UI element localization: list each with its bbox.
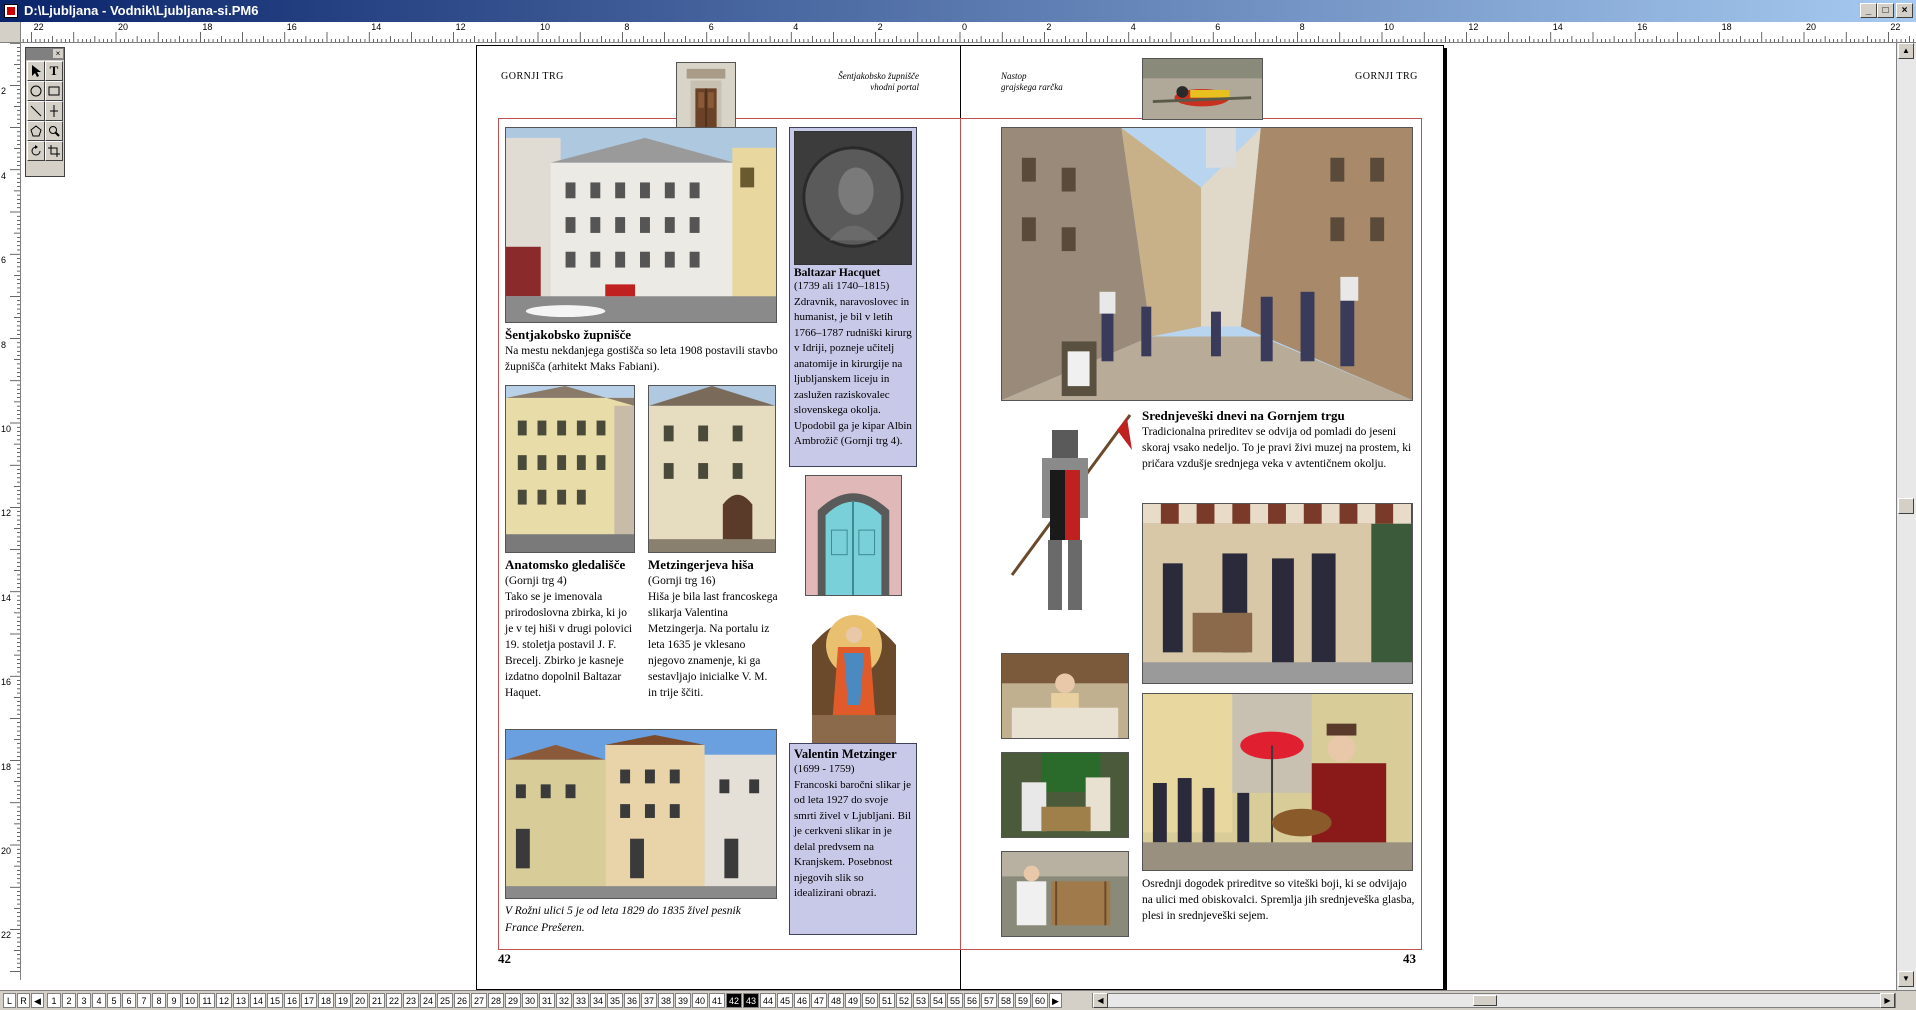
page-tab-11[interactable]: 11 [199,993,215,1008]
vertical-scroll-thumb[interactable] [1898,498,1914,514]
ruler-label: 2 [1046,22,1052,32]
page-tab-33[interactable]: 33 [573,993,589,1008]
ruler-corner[interactable] [0,22,21,43]
vertical-scrollbar[interactable] [1896,43,1916,990]
text-tool[interactable] [45,61,63,81]
ruler-label: 20 [1806,22,1817,32]
text-t-icon: T [49,63,59,78]
ruler-label: 22 [1890,22,1901,32]
app-icon[interactable] [4,4,18,18]
page-tab-23[interactable]: 23 [403,993,419,1008]
ruler-label: 12 [455,22,466,32]
zupnisce-title: Šentjakobsko župnišče [505,327,632,342]
madonna-painting-image [810,605,898,747]
metzingerjeva-article [648,557,778,701]
master-page-tab-r[interactable]: R [17,993,30,1008]
page-tab-54[interactable]: 54 [930,993,946,1008]
maximize-button[interactable]: □ [1877,3,1894,18]
hacquet-relief-image [795,132,911,264]
diagonal-line-icon [30,105,42,117]
ruler-label: 16 [1,677,12,688]
hacquet-box[interactable] [789,127,917,467]
page-tab-17[interactable]: 17 [301,993,317,1008]
page-tab-20[interactable]: 20 [352,993,368,1008]
arrow-right-icon: ▶ [1884,996,1891,1005]
hacquet-text: Zdravnik, naravoslovec in humanist, je bil v letih 1766–1787 rudniški kirurg v Idriji, pozneje učitelj anatomije in kirurgije na ljubljanskem liceju in zaslužen raziskovalec slovenskega okolja. Upodobil ga je kipar Albin Ambrožič (Gornji trg 4). [794,295,912,447]
ruler-label: 8 [1,339,7,350]
page-tab-14[interactable]: 14 [250,993,266,1008]
horizontal-scroll-thumb[interactable] [1473,995,1497,1006]
left-running-head: GORNJI TRG [501,71,564,82]
anatomsko-article [505,557,635,701]
page-tab-19[interactable]: 19 [335,993,351,1008]
page-tab-48[interactable]: 48 [828,993,844,1008]
metzinger-box[interactable] [789,743,917,935]
rozna-ulica-caption: V Rožni ulici 5 je od leta 1829 do 1835 živel pesnik France Prešeren. [505,905,741,934]
page-tab-28[interactable]: 28 [488,993,504,1008]
page-tab-56[interactable]: 56 [964,993,980,1008]
ruler-label: 10 [1384,22,1395,32]
page-tab-39[interactable]: 39 [675,993,691,1008]
page-tab-10[interactable]: 10 [182,993,198,1008]
left-header-caption-line1: Šentjakobsko župnišče [838,71,919,81]
page-tab-36[interactable]: 36 [624,993,640,1008]
hacquet-years: (1739 ali 1740–1815) [794,280,890,292]
ruler-label: 6 [1215,22,1221,32]
page-tab-41[interactable]: 41 [709,993,725,1008]
jester-photo[interactable] [1142,58,1263,120]
anatomsko-title: Anatomsko gledališče [505,557,626,572]
zupnisce-article [505,327,783,375]
page-tab-5[interactable]: 5 [107,993,121,1008]
metzinger-years: (1699 - 1759) [794,763,855,775]
master-page-tab-l[interactable]: L [3,993,16,1008]
page-tab-40[interactable]: 40 [692,993,708,1008]
ruler-label: 12 [1,508,12,519]
page-tab-58[interactable]: 58 [998,993,1014,1008]
zoom-tool[interactable] [45,121,63,141]
horizontal-scrollbar[interactable] [1092,993,1896,1008]
minimize-button[interactable]: _ [1860,3,1877,18]
magnifier-icon [48,125,60,137]
arrow-pointer-icon [31,65,41,77]
knight-photo[interactable] [1002,410,1136,620]
craftsmen-photo[interactable] [1001,752,1129,838]
page-tab-12[interactable]: 12 [216,993,232,1008]
page-tab-60[interactable]: 60 [1032,993,1048,1008]
page-tab-52[interactable]: 52 [896,993,912,1008]
left-header-caption [822,71,919,93]
street-market-photo[interactable] [1001,127,1413,401]
metzingerjeva-text: Hiša je bila last francoskega slikarja Valentina Metzingerja. Na portalu iz leta 1635 je vklesano njegovo znamenje, ki ga sestavljajo inicialke V. M. in trije ščiti. [648,591,778,699]
page-tab-38[interactable]: 38 [658,993,674,1008]
page-tab-31[interactable]: 31 [539,993,555,1008]
ruler-label: 18 [1721,22,1732,32]
madonna-painting-photo[interactable] [810,605,898,747]
ruler-label: 18 [1,761,12,772]
toolbox-close-button[interactable]: × [53,49,63,58]
close-button[interactable]: × [1896,3,1913,18]
page-tab-51[interactable]: 51 [879,993,895,1008]
anatomsko-text: Tako se je imenovala prirodoslovna zbirka, ki jo je v tej hiši v drugi polovici 19. stoletja postavil J. F. Brecelj. Zbirko je kasneje izdatno dopolnil Baltazar Haquet. [505,591,633,699]
page-tab-45[interactable]: 45 [777,993,793,1008]
page-tab-42[interactable]: 42 [726,993,742,1008]
ruler-label: 22 [1,930,12,941]
ruler-label: 20 [118,22,129,32]
scroll-right-button[interactable] [1880,993,1895,1008]
ruler-label: 14 [1,592,12,603]
arrow-up-icon: ▲ [1902,46,1910,55]
ruler-label: 8 [624,22,630,32]
page-tab-34[interactable]: 34 [590,993,606,1008]
page-tab-7[interactable]: 7 [137,993,151,1008]
ruler-label: 14 [371,22,382,32]
page-tab-24[interactable]: 24 [420,993,436,1008]
ellipse-tool[interactable] [27,81,45,101]
craftsman-loom-photo[interactable] [1001,851,1129,937]
hacquet-title: Baltazar Hacquet [794,267,881,279]
ruler-label: 0 [962,22,968,32]
bottom-article [1142,876,1420,924]
market-stall-image [1143,504,1412,683]
metzinger-title: Valentin Metzinger [794,747,897,761]
metzingerjeva-title: Metzingerjeva hiša [648,557,754,572]
musician-image [1143,694,1412,870]
page-tab-57[interactable]: 57 [981,993,997,1008]
anatomsko-address: (Gornji trg 4) [505,575,567,587]
right-running-head: GORNJI TRG [1355,71,1418,82]
right-page-number: 43 [1403,951,1416,966]
street-market-image [1002,128,1412,400]
page-tab-59[interactable]: 59 [1015,993,1031,1008]
door-image [806,476,901,595]
ruler-label: 2 [1,86,7,97]
musician-photo[interactable] [1142,693,1413,871]
arrow-down-icon: ▼ [1902,974,1910,983]
right-header-caption-line1: Nastop [1001,71,1027,81]
ruler-label: 14 [1552,22,1563,32]
page-tab-2[interactable]: 2 [62,993,76,1008]
ruler-label: 20 [1,846,12,856]
title-bar [0,0,1916,22]
metzingerjeva-image [649,386,775,552]
page-tab-53[interactable]: 53 [913,993,929,1008]
page-tab-26[interactable]: 26 [454,993,470,1008]
tabs-scroll-left-icon[interactable]: ◀ [31,993,44,1008]
srednjeveski-article [1142,408,1420,472]
zupnisce-image [506,128,776,322]
rectangle-tool[interactable] [45,81,63,101]
ruler-label: 4 [1130,22,1136,32]
horizontal-ruler[interactable] [0,22,1916,43]
page-tab-16[interactable]: 16 [284,993,300,1008]
page-tab-3[interactable]: 3 [77,993,91,1008]
page-tab-27[interactable]: 27 [471,993,487,1008]
page-tab-55[interactable]: 55 [947,993,963,1008]
page-tab-18[interactable]: 18 [318,993,334,1008]
page-tab-46[interactable]: 46 [794,993,810,1008]
page-tab-1[interactable]: 1 [47,993,61,1008]
page-tab-43[interactable]: 43 [743,993,759,1008]
rotate-icon [30,145,42,157]
page-tab-32[interactable]: 32 [556,993,572,1008]
polygon-icon [30,125,42,137]
rectangle-icon [48,85,60,97]
craft-woman-photo[interactable] [1001,653,1129,739]
page-tab-30[interactable]: 30 [522,993,538,1008]
rotate-tool[interactable] [27,141,45,161]
rozna-ulica-image [506,730,776,898]
crop-tool[interactable] [45,141,63,161]
craft-woman-image [1002,654,1128,738]
left-header-caption-line2: vhodni portal [870,82,919,92]
page-tab-6[interactable]: 6 [122,993,136,1008]
ruler-label: 10 [1,424,12,434]
page-tab-4[interactable]: 4 [92,993,106,1008]
bottom-text: Osrednji dogodek prireditve so viteški boji, ki se odvijajo na ulici med obiskovalci. Spremlja jih srednjeveška glasba, plesi in srednjeveški sejem. [1142,878,1415,922]
anatomsko-photo[interactable] [505,385,635,553]
ruler-label: 18 [202,22,213,32]
page-tab-21[interactable]: 21 [369,993,385,1008]
page-tab-15[interactable]: 15 [267,993,283,1008]
plus-line-icon [48,105,60,117]
arrow-left-icon: ◀ [1097,996,1104,1005]
ruler-label: 6 [1,255,7,266]
toolbox-palette [25,47,65,177]
page-tab-22[interactable]: 22 [386,993,402,1008]
ruler-label: 16 [286,22,297,32]
page-tab-37[interactable]: 37 [641,993,657,1008]
srednjeveski-text: Tradicionalna prireditev se odvija od pomladi do jeseni skoraj vsako nedeljo. To je pravi živi muzej na prostem, ki pričara vzdušje srednjega veka v avtentičnem okolju. [1142,426,1412,470]
ruler-label: 6 [708,22,714,32]
scroll-down-button[interactable] [1898,971,1914,987]
constrained-line-tool[interactable] [45,101,63,121]
page-tab-13[interactable]: 13 [233,993,249,1008]
ruler-label: 4 [1,170,7,181]
ruler-label: 22 [33,22,44,32]
page-tab-47[interactable]: 47 [811,993,827,1008]
anatomsko-image [506,386,634,552]
pointer-tool[interactable] [27,61,45,81]
zupnisce-text: Na mestu nekdanjega gostišča so leta 1908 postavili stavbo župnišča (arhitekt Maks Fabiani). [505,345,778,373]
rozna-ulica-photo[interactable] [505,729,777,899]
ruler-label: 12 [1468,22,1479,32]
right-header-caption-line2: grajskega rarčka [1001,82,1063,92]
door-photo[interactable] [805,475,902,596]
craftsman-loom-image [1002,852,1128,936]
window-title: D:\Ljubljana - Vodnik\Ljubljana-si.PM6 [24,3,259,18]
scroll-left-button[interactable] [1093,993,1108,1008]
page-tab-8[interactable]: 8 [152,993,166,1008]
jester-image [1143,59,1262,119]
market-stall-photo[interactable] [1142,503,1413,684]
metzingerjeva-address: (Gornji trg 16) [648,575,716,587]
toolbox-titlebar[interactable] [26,48,64,60]
ruler-label: 8 [1299,22,1305,32]
page-tab-35[interactable]: 35 [607,993,623,1008]
knight-image [1002,410,1136,620]
ruler-label: 10 [540,22,551,32]
page-tab-49[interactable]: 49 [845,993,861,1008]
ellipse-icon [30,85,42,97]
srednjeveski-title: Srednjeveški dnevi na Gornjem trgu [1142,408,1345,423]
line-tool[interactable] [27,101,45,121]
crop-icon [48,145,60,157]
page-tab-50[interactable]: 50 [862,993,878,1008]
ruler-label: 16 [1637,22,1648,32]
zupnisce-photo[interactable] [505,127,777,323]
tabs-scroll-right-icon[interactable]: ▶ [1049,993,1062,1008]
ruler-label: 2 [877,22,883,32]
right-header-caption [1001,71,1091,93]
page-tab-25[interactable]: 25 [437,993,453,1008]
hacquet-relief-photo [794,131,912,265]
column-guide [960,118,961,950]
left-page-number: 42 [498,951,511,966]
page-tab-29[interactable]: 29 [505,993,521,1008]
metzingerjeva-photo[interactable] [648,385,776,553]
ruler-label: 4 [793,22,799,32]
page-tab-bar [0,990,1916,1010]
polygon-tool[interactable] [27,121,45,141]
page-tab-9[interactable]: 9 [167,993,181,1008]
craftsmen-image [1002,753,1128,837]
scroll-up-button[interactable] [1898,43,1914,59]
page-tab-44[interactable]: 44 [760,993,776,1008]
vertical-ruler[interactable] [0,43,21,980]
metzinger-text: Francoski baročni slikar je od leta 1927 do svoje smrti živel v Ljubljani. Bil je cerkveni slikar in je delal predvsem na Kranjskem. Posebnost njegovih slik so idealizirani obrazi. [794,778,912,899]
